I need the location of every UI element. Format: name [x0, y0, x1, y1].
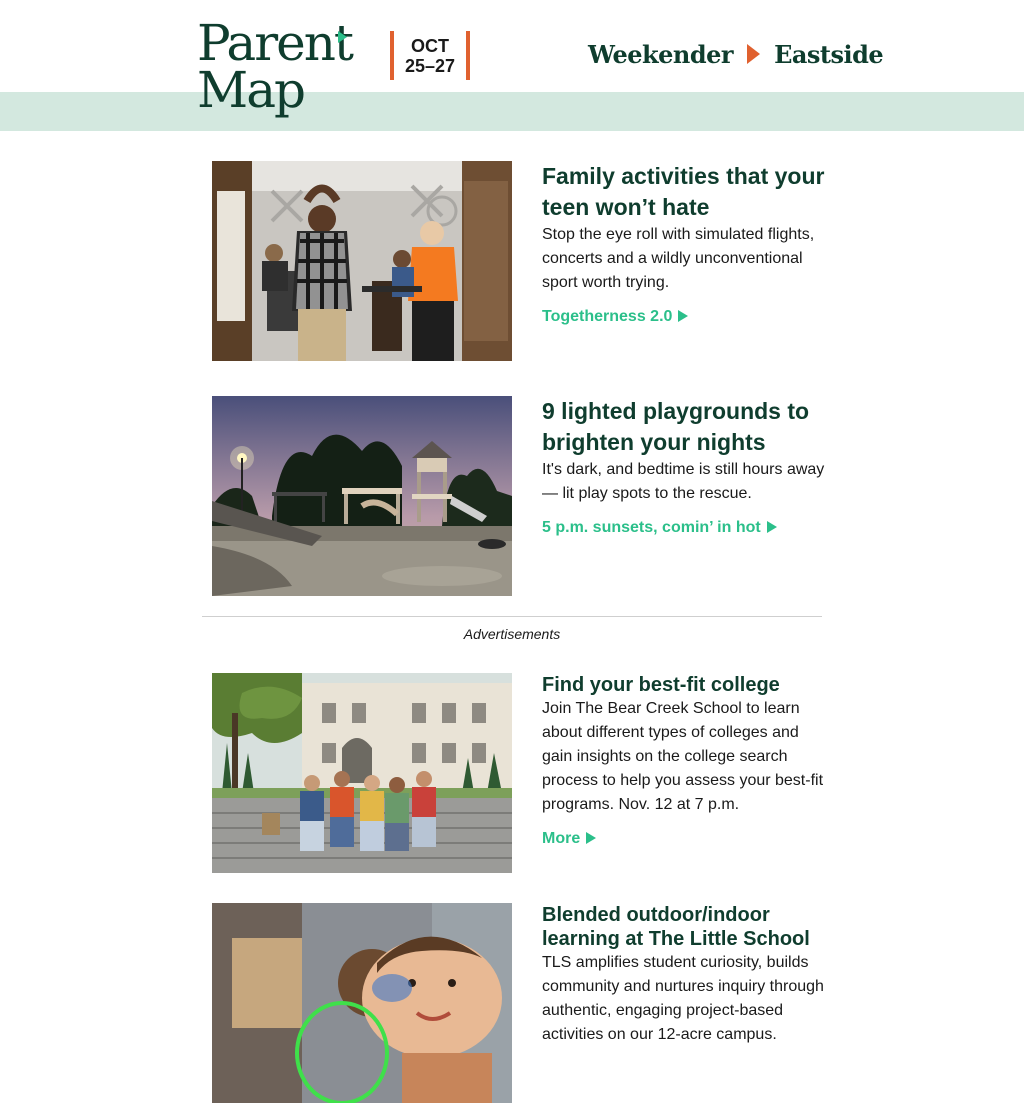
header-band — [0, 92, 1024, 131]
ad-link-more[interactable] — [542, 827, 596, 851]
play-arrow-icon — [678, 310, 688, 322]
ad-description: Join The Bear Creek School to learn about different types of colleges and gain insights on the college search process to help you assess your best-fit programs. Nov. 12 at 7 p.m. — [542, 700, 824, 813]
ad-image-college-students[interactable] — [212, 673, 512, 873]
logo-play-icon — [338, 31, 347, 43]
article-text — [542, 396, 827, 540]
ads-label: Advertisements — [463, 626, 561, 642]
article-description: Stop the eye roll with simulated flights, concerts and a wildly unconventional sport worth trying. — [542, 226, 815, 291]
newsletter-brand — [588, 38, 883, 70]
parentmap-logo[interactable] — [197, 14, 357, 124]
ad-image-little-school-child[interactable] — [212, 903, 512, 1103]
article-title[interactable]: Family activities that your teen won’t hate — [542, 163, 825, 220]
ad-text — [542, 673, 827, 851]
ad-title[interactable]: Blended outdoor/indoor learning at The Little School — [542, 904, 810, 950]
ad-text — [542, 903, 827, 1047]
article-image-teen-activities[interactable] — [212, 161, 512, 361]
article-image-lighted-playground[interactable] — [212, 396, 512, 596]
ads-divider — [202, 616, 822, 617]
article-description: It's dark, and bedtime is still hours away — lit play spots to the rescue. — [542, 461, 825, 502]
play-arrow-icon — [767, 521, 777, 533]
article-link-togetherness[interactable] — [542, 305, 688, 329]
brand-weekender: Weekender — [588, 39, 734, 69]
article-link-label: 5 p.m. sunsets, comin’ in hot — [542, 519, 761, 536]
date-range: 25–27 — [404, 56, 456, 76]
brand-arrow-icon — [747, 44, 760, 64]
article-link-label: Togetherness 2.0 — [542, 308, 673, 325]
ad-title[interactable]: Find your best-fit college — [542, 674, 780, 696]
brand-eastside: Eastside — [774, 39, 884, 69]
date-month: OCT — [411, 36, 449, 56]
article-link-sunsets[interactable] — [542, 516, 777, 540]
article-title[interactable]: 9 lighted playgrounds to brighten your nights — [542, 398, 810, 455]
logo-line-map: Map — [197, 61, 305, 119]
play-arrow-icon — [586, 832, 596, 844]
article-text — [542, 161, 827, 329]
date-badge — [390, 31, 470, 80]
ad-description: TLS amplifies student curiosity, builds community and nurtures inquiry through authentic, engaging project-based activities on our 12-acre campus. — [542, 954, 824, 1043]
logo-line-parent: Parent — [197, 14, 352, 72]
ad-link-label: More — [542, 830, 581, 847]
